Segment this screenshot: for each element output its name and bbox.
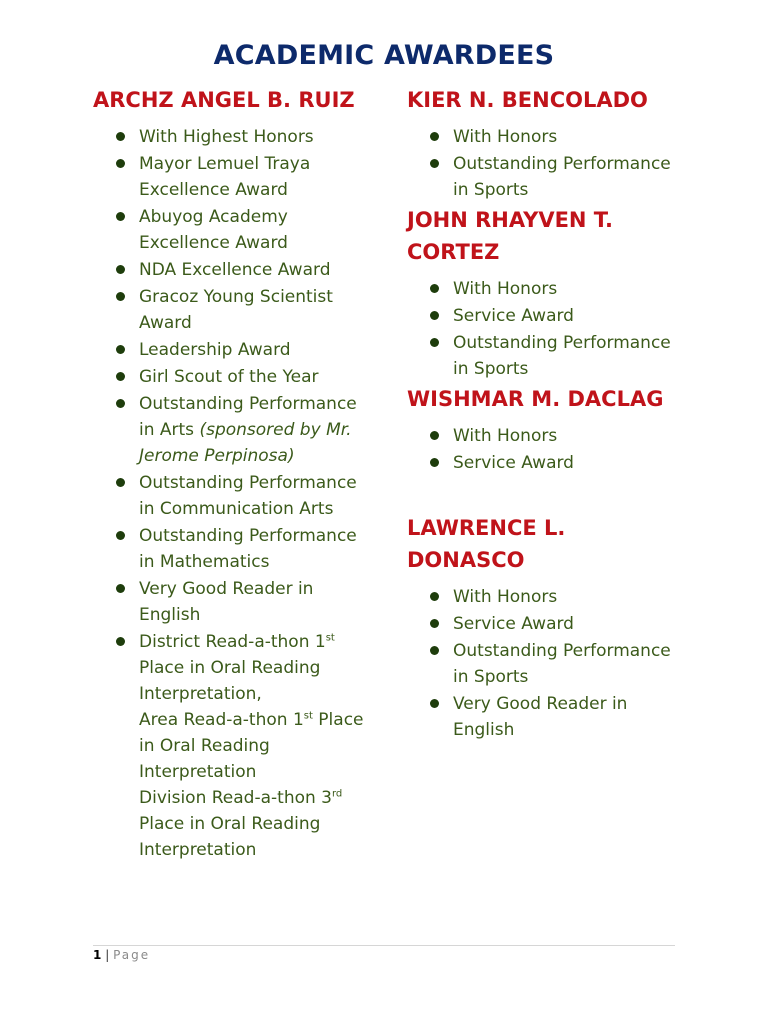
bullet-icon	[116, 399, 125, 408]
award-item	[93, 391, 373, 469]
award-text: Outstanding Performance in Mathematics	[139, 526, 357, 572]
award-item	[407, 151, 687, 203]
awardee-section	[407, 512, 687, 743]
award-text: With Highest Honors	[139, 127, 314, 147]
bullet-icon	[430, 619, 439, 628]
award-item	[93, 284, 373, 336]
award-text: District Read-a-thon 1	[139, 632, 326, 652]
bullet-icon	[430, 699, 439, 708]
awardee-section	[407, 383, 687, 476]
award-item	[407, 584, 687, 610]
award-list	[93, 124, 373, 863]
bullet-icon	[430, 132, 439, 141]
award-text: Outstanding Performance in Sports	[453, 333, 671, 379]
award-item	[407, 423, 687, 449]
award-text: With Honors	[453, 279, 558, 299]
left-column	[93, 84, 373, 864]
award-text: Area Read-a-thon 1	[139, 710, 304, 730]
footer-divider	[93, 945, 675, 946]
award-item	[93, 124, 373, 150]
award-item	[407, 611, 687, 637]
award-line	[139, 629, 373, 707]
right-column	[407, 84, 687, 744]
award-sponsor: (sponsored by Mr. Jerome Perpinosa)	[139, 420, 352, 466]
award-text: Division Read-a-thon 3	[139, 788, 332, 808]
awardee-name: KIER N. BENCOLADO	[407, 88, 648, 112]
awardee-name: WISHMAR M. DACLAG	[407, 387, 664, 411]
bullet-icon	[430, 311, 439, 320]
bullet-icon	[116, 345, 125, 354]
bullet-icon	[116, 212, 125, 221]
bullet-icon	[430, 458, 439, 467]
awardee-section	[407, 84, 687, 203]
bullet-icon	[430, 159, 439, 168]
bullet-icon	[116, 531, 125, 540]
document-title: ACADEMIC AWARDEES	[213, 40, 555, 71]
award-text: Outstanding Performance in Sports	[453, 154, 671, 200]
ordinal-suffix: st	[325, 632, 335, 644]
award-item	[93, 257, 373, 283]
award-text: Service Award	[453, 306, 574, 326]
award-item	[407, 276, 687, 302]
page-label: Page	[113, 948, 151, 962]
bullet-icon	[430, 646, 439, 655]
awardee-name: JOHN RHAYVEN T. CORTEZ	[407, 208, 613, 264]
award-item	[93, 151, 373, 203]
bullet-icon	[116, 584, 125, 593]
award-text: Outstanding Performance in Sports	[453, 641, 671, 687]
bullet-icon	[116, 372, 125, 381]
award-list	[407, 423, 687, 476]
award-item	[407, 303, 687, 329]
award-text: With Honors	[453, 426, 558, 446]
bullet-icon	[430, 592, 439, 601]
bullet-icon	[116, 159, 125, 168]
award-text: Place in Oral Reading Interpretation	[139, 814, 321, 860]
bullet-icon	[116, 265, 125, 274]
award-item	[407, 691, 687, 743]
award-item	[93, 523, 373, 575]
award-text: Abuyog Academy Excellence Award	[139, 207, 288, 253]
award-line	[139, 785, 373, 863]
award-item	[93, 629, 373, 863]
award-text: NDA Excellence Award	[139, 260, 331, 280]
bullet-icon	[430, 284, 439, 293]
award-item	[93, 364, 373, 390]
award-text: Mayor Lemuel Traya Excellence Award	[139, 154, 311, 200]
ordinal-suffix: rd	[332, 788, 343, 800]
award-text: Service Award	[453, 453, 574, 473]
award-item	[93, 204, 373, 256]
page-number: 1	[93, 948, 102, 962]
awardee-section	[407, 204, 687, 382]
bullet-icon	[116, 478, 125, 487]
award-text: Gracoz Young Scientist Award	[139, 287, 333, 333]
awardee-name: ARCHZ ANGEL B. RUIZ	[93, 88, 355, 112]
award-text: Leadership Award	[139, 340, 291, 360]
award-item	[407, 124, 687, 150]
award-text: Girl Scout of the Year	[139, 367, 319, 387]
award-text: Place in Oral Reading Interpretation,	[139, 658, 321, 704]
bullet-icon	[430, 338, 439, 347]
page-footer	[93, 948, 150, 962]
award-line	[139, 707, 373, 785]
awardee-section	[93, 84, 373, 863]
award-text: Outstanding Performance in Arts	[139, 394, 357, 440]
bullet-icon	[430, 431, 439, 440]
award-text: Outstanding Performance in Communication Arts	[139, 473, 357, 519]
award-text: Place in Oral Reading Interpretation	[139, 710, 364, 782]
footer-separator: |	[105, 948, 110, 962]
award-text: With Honors	[453, 587, 558, 607]
award-item	[407, 450, 687, 476]
bullet-icon	[116, 637, 125, 646]
bullet-icon	[116, 132, 125, 141]
award-item	[93, 337, 373, 363]
award-list	[407, 584, 687, 743]
ordinal-suffix: st	[303, 710, 313, 722]
award-item	[407, 330, 687, 382]
award-item	[407, 638, 687, 690]
award-list	[407, 124, 687, 203]
award-item	[93, 576, 373, 628]
award-text: Service Award	[453, 614, 574, 634]
bullet-icon	[116, 292, 125, 301]
award-item	[93, 470, 373, 522]
awardee-name: LAWRENCE L. DONASCO	[407, 516, 566, 572]
award-list	[407, 276, 687, 382]
award-text: With Honors	[453, 127, 558, 147]
award-text: Very Good Reader in English	[453, 694, 628, 740]
award-text: Very Good Reader in English	[139, 579, 314, 625]
